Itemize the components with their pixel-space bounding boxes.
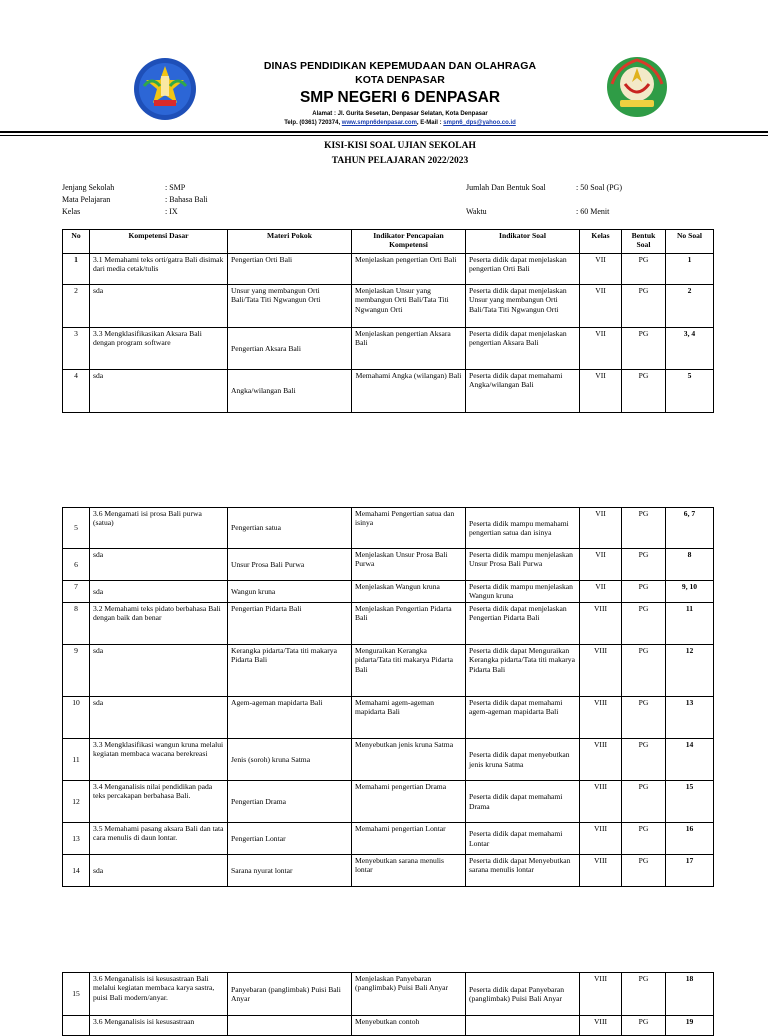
cell-no-soal: 9, 10 — [666, 581, 714, 603]
table-row — [63, 328, 714, 370]
cell-no-soal: 17 — [666, 855, 714, 887]
cell-kelas: VII — [580, 508, 622, 549]
table-row — [63, 549, 714, 581]
cell-no: 8 — [63, 603, 90, 645]
column-header: No Soal — [666, 230, 714, 254]
cell-ipk: Menjelaskan Panyebaran (panglimbak) Puisi Bali Anyar — [352, 973, 466, 1016]
cell-materi: Pengertian Aksara Bali — [228, 328, 352, 370]
cell-indikator-soal: Peserta didik dapat Menyebutkan sarana menulis lontar — [466, 855, 580, 887]
cell-kelas: VII — [580, 328, 622, 370]
cell-kompetensi: sda — [90, 855, 228, 887]
website-link[interactable]: www.smpn6denpasar.com — [341, 120, 417, 126]
table-row — [63, 1016, 714, 1036]
column-header: Materi Pokok — [228, 230, 352, 254]
cell-no-soal: 14 — [666, 739, 714, 781]
cell-ipk: Menjelaskan Unsur Prosa Bali Purwa — [352, 549, 466, 581]
cell-no: 9 — [63, 645, 90, 697]
table-row — [63, 823, 714, 855]
table-row — [63, 508, 714, 549]
cell-kelas: VIII — [580, 855, 622, 887]
cell-materi: Pengertian Pidarta Bali — [228, 603, 352, 645]
cell-materi: Wangun kruna — [228, 581, 352, 603]
table-row — [63, 973, 714, 1016]
column-header: Kompetensi Dasar — [90, 230, 228, 254]
cell-no: 2 — [63, 285, 90, 328]
cell-no — [63, 1016, 90, 1036]
cell-no: 11 — [63, 739, 90, 781]
cell-ipk: Menjelaskan Unsur yang membangun Orti Bali/Tata Titi Ngwangun Orti — [352, 285, 466, 328]
cell-kompetensi: 3.3 Mengklasifikasi wangun kruna melalui kegiatan membaca wacana berekreasi — [90, 739, 228, 781]
cell-materi: Pengertian Drama — [228, 781, 352, 823]
cell-no: 15 — [63, 973, 90, 1016]
cell-indikator-soal: Peserta didik dapat memahami Angka/wilangan Bali — [466, 370, 580, 413]
cell-no-soal: 16 — [666, 823, 714, 855]
cell-indikator-soal: Peserta didik mampu menjelaskan Unsur Prosa Bali Purwa — [466, 549, 580, 581]
cell-no-soal: 18 — [666, 973, 714, 1016]
kisi-table-part-1 — [62, 229, 714, 413]
agency-name: DINAS PENDIDIKAN KEPEMUDAAN DAN OLAHRAGA — [263, 60, 537, 72]
cell-kompetensi: sda — [90, 645, 228, 697]
cell-no-soal: 13 — [666, 697, 714, 739]
cell-kelas: VIII — [580, 645, 622, 697]
cell-indikator-soal — [466, 1016, 580, 1036]
cell-bentuk: PG — [622, 254, 666, 285]
cell-materi: Panyebaran (panglimbak) Puisi Bali Anyar — [228, 973, 352, 1016]
cell-kelas: VIII — [580, 1016, 622, 1036]
cell-materi: Jenis (soroh) kruna Satma — [228, 739, 352, 781]
cell-kompetensi: 3.6 Menganalisis isi kesusastraan — [90, 1016, 228, 1036]
cell-kompetensi: sda — [90, 285, 228, 328]
table-row — [63, 739, 714, 781]
cell-kompetensi: 3.3 Mengklasifikasikan Aksara Bali dengan program software — [90, 328, 228, 370]
kota-denpasar-emblem-icon — [132, 56, 198, 122]
cell-kompetensi: 3.1 Memahami teks orti/gatra Bali disimak dari media cetak/tulis — [90, 254, 228, 285]
cell-ipk: Menguraikan Kerangka pidarta/Tata titi makarya Pidarta Bali — [352, 645, 466, 697]
cell-no: 14 — [63, 855, 90, 887]
letterhead — [0, 0, 768, 140]
tut-wuri-handayani-emblem-icon — [604, 54, 670, 120]
cell-materi: Unsur Prosa Bali Purwa — [228, 549, 352, 581]
cell-kelas: VIII — [580, 739, 622, 781]
cell-kompetensi: 3.6 Mengamati isi prosa Bali purwa (satua) — [90, 508, 228, 549]
cell-materi — [228, 1016, 352, 1036]
cell-indikator-soal: Peserta didik mampu memahami pengertian satua dan isinya — [466, 508, 580, 549]
cell-kompetensi: sda — [90, 697, 228, 739]
table-row — [63, 603, 714, 645]
cell-kelas: VIII — [580, 603, 622, 645]
cell-materi: Sarana nyurat lontar — [228, 855, 352, 887]
cell-no: 12 — [63, 781, 90, 823]
cell-bentuk: PG — [622, 855, 666, 887]
cell-kelas: VII — [580, 370, 622, 413]
cell-kelas: VII — [580, 254, 622, 285]
cell-no-soal: 5 — [666, 370, 714, 413]
cell-kelas: VII — [580, 285, 622, 328]
meta-values-left — [165, 182, 208, 218]
cell-ipk: Menjelaskan pengertian Orti Bali — [352, 254, 466, 285]
cell-indikator-soal: Peserta didik dapat menjelaskan pengertian Aksara Bali — [466, 328, 580, 370]
cell-no: 10 — [63, 697, 90, 739]
column-header: No — [63, 230, 90, 254]
meta-kelas-value: : IX — [165, 207, 178, 216]
cell-kelas: VIII — [580, 781, 622, 823]
cell-no-soal: 15 — [666, 781, 714, 823]
column-header: Bentuk Soal — [622, 230, 666, 254]
cell-no: 4 — [63, 370, 90, 413]
column-header: Indikator Soal — [466, 230, 580, 254]
email-label: , E-Mail : — [416, 120, 442, 126]
cell-indikator-soal: Peserta didik mampu menjelaskan Wangun kruna — [466, 581, 580, 603]
cell-materi: Agem-ageman mapidarta Bali — [228, 697, 352, 739]
cell-kompetensi: 3.4 Menganalisis nilai pendidikan pada teks percakapan berbahasa Bali. — [90, 781, 228, 823]
meta-mapel-label: Mata Pelajaran — [62, 195, 111, 204]
cell-ipk: Menyebutkan jenis kruna Satma — [352, 739, 466, 781]
cell-bentuk: PG — [622, 370, 666, 413]
letterhead-rule-thick — [0, 131, 768, 133]
table-row — [63, 645, 714, 697]
cell-no: 3 — [63, 328, 90, 370]
cell-indikator-soal: Peserta didik dapat menyebutkan jenis kruna Satma — [466, 739, 580, 781]
table-row — [63, 285, 714, 328]
cell-indikator-soal: Peserta didik dapat memahami agem-ageman mapidarta Bali — [466, 697, 580, 739]
cell-ipk: Menyebutkan contoh — [352, 1016, 466, 1036]
cell-kelas: VII — [580, 581, 622, 603]
cell-bentuk: PG — [622, 581, 666, 603]
cell-bentuk: PG — [622, 1016, 666, 1036]
cell-kompetensi: sda — [90, 549, 228, 581]
column-header: Indikator Pencapaian Kompetensi — [352, 230, 466, 254]
cell-kelas: VIII — [580, 823, 622, 855]
cell-kompetensi: 3.5 Memahami pasang aksara Bali dan tata cara menulis di daun lontar. — [90, 823, 228, 855]
cell-bentuk: PG — [622, 973, 666, 1016]
cell-ipk: Memahami Pengertian satua dan isinya — [352, 508, 466, 549]
cell-kelas: VIII — [580, 697, 622, 739]
school-contact — [200, 120, 600, 126]
cell-no: 6 — [63, 549, 90, 581]
kisi-table-part-2 — [62, 507, 714, 887]
meta-jumlah-value: : 50 Soal (PG) — [576, 183, 622, 192]
cell-materi: Pengertian satua — [228, 508, 352, 549]
cell-no-soal: 3, 4 — [666, 328, 714, 370]
cell-ipk: Menyebutkan sarana menulis lontar — [352, 855, 466, 887]
cell-ipk: Memahami pengertian Lontar — [352, 823, 466, 855]
school-address: Alamat : Jl. Gurita Sesetan, Denpasar Selatan, Kota Denpasar — [312, 111, 488, 117]
cell-bentuk: PG — [622, 603, 666, 645]
cell-bentuk: PG — [622, 549, 666, 581]
cell-no: 13 — [63, 823, 90, 855]
cell-no-soal: 8 — [666, 549, 714, 581]
cell-no: 5 — [63, 508, 90, 549]
cell-no-soal: 12 — [666, 645, 714, 697]
meta-labels-right — [466, 182, 546, 218]
cell-bentuk: PG — [622, 697, 666, 739]
table-row — [63, 370, 714, 413]
cell-bentuk: PG — [622, 781, 666, 823]
meta-mapel-value: : Bahasa Bali — [165, 195, 208, 204]
cell-bentuk: PG — [622, 285, 666, 328]
column-header: Kelas — [580, 230, 622, 254]
cell-bentuk: PG — [622, 739, 666, 781]
cell-bentuk: PG — [622, 645, 666, 697]
cell-indikator-soal: Peserta didik dapat Menguraikan Kerangka pidarta/Tata titi makarya Pidarta Bali — [466, 645, 580, 697]
meta-values-right — [576, 182, 622, 218]
cell-kompetensi: 3.2 Memahami teks pidato berbahasa Bali dengan baik dan benar — [90, 603, 228, 645]
cell-materi: Kerangka pidarta/Tata titi makarya Pidarta Bali — [228, 645, 352, 697]
cell-indikator-soal: Peserta didik dapat memahami Lontar — [466, 823, 580, 855]
table-row — [63, 781, 714, 823]
cell-bentuk: PG — [622, 328, 666, 370]
cell-kelas: VII — [580, 549, 622, 581]
letterhead-rule-thin — [0, 135, 768, 136]
email-link[interactable]: smpn6_dps@yahoo.co.id — [443, 120, 516, 126]
cell-kompetensi: sda — [90, 370, 228, 413]
cell-materi: Pengertian Orti Bali — [228, 254, 352, 285]
table-row — [63, 697, 714, 739]
cell-indikator-soal: Peserta didik dapat Panyebaran (panglimbak) Puisi Bali Anyar — [466, 973, 580, 1016]
cell-ipk: Menjelaskan Wangun kruna — [352, 581, 466, 603]
cell-ipk: Memahami agem-ageman mapidarta Bali — [352, 697, 466, 739]
cell-materi: Pengertian Lontar — [228, 823, 352, 855]
cell-materi: Unsur yang membangun Orti Bali/Tata Titi Ngwangun Orti — [228, 285, 352, 328]
table-row — [63, 581, 714, 603]
cell-materi: Angka/wilangan Bali — [228, 370, 352, 413]
school-name: SMP NEGERI 6 DENPASAR — [299, 89, 501, 106]
cell-ipk: Menjelaskan pengertian Aksara Bali — [352, 328, 466, 370]
city-name: KOTA DENPASAR — [355, 74, 445, 86]
meta-labels-left — [62, 182, 114, 218]
cell-kelas: VIII — [580, 973, 622, 1016]
table-row — [63, 254, 714, 285]
cell-bentuk: PG — [622, 823, 666, 855]
table-row — [63, 855, 714, 887]
cell-kompetensi: 3.6 Menganalisis isi kesusastraan Bali melalui kegiatan membaca karya sastra, puisi Bali modern/anyar. — [90, 973, 228, 1016]
cell-indikator-soal: Peserta didik dapat menjelaskan pengertian Orti Bali — [466, 254, 580, 285]
cell-bentuk: PG — [622, 508, 666, 549]
meta-jenjang-label: Jenjang Sekolah — [62, 183, 115, 192]
cell-indikator-soal: Peserta didik dapat memahami Drama — [466, 781, 580, 823]
meta-jenjang-value: : SMP — [165, 183, 186, 192]
meta-kelas-label: Kelas — [62, 207, 81, 216]
table-header-row — [63, 230, 714, 254]
meta-waktu-label: Waktu — [466, 207, 487, 216]
cell-no-soal: 2 — [666, 285, 714, 328]
document-subtitle: TAHUN PELAJARAN 2022/2023 — [331, 156, 469, 166]
cell-no-soal: 1 — [666, 254, 714, 285]
kisi-table-part-3 — [62, 972, 714, 1036]
cell-kompetensi: sda — [90, 581, 228, 603]
cell-ipk: Memahami Angka (wilangan) Bali — [352, 370, 466, 413]
cell-no-soal: 19 — [666, 1016, 714, 1036]
cell-indikator-soal: Peserta didik dapat menjelaskan Unsur yang membangun Orti Bali/Tata Titi Ngwangun Orti — [466, 285, 580, 328]
cell-no: 1 — [63, 254, 90, 285]
cell-no-soal: 6, 7 — [666, 508, 714, 549]
meta-jumlah-label: Jumlah Dan Bentuk Soal — [466, 183, 546, 192]
document-title: KISI-KISI SOAL UJIAN SEKOLAH — [324, 141, 476, 151]
cell-no: 7 — [63, 581, 90, 603]
cell-ipk: Memahami pengertian Drama — [352, 781, 466, 823]
cell-indikator-soal: Peserta didik dapat menjelaskan Pengertian Pidarta Bali — [466, 603, 580, 645]
cell-ipk: Menjelaskan Pengertian Pidarta Bali — [352, 603, 466, 645]
cell-no-soal: 11 — [666, 603, 714, 645]
phone-text: Telp. (0361) 720374, — [284, 120, 341, 126]
meta-waktu-value: : 60 Menit — [576, 207, 610, 216]
